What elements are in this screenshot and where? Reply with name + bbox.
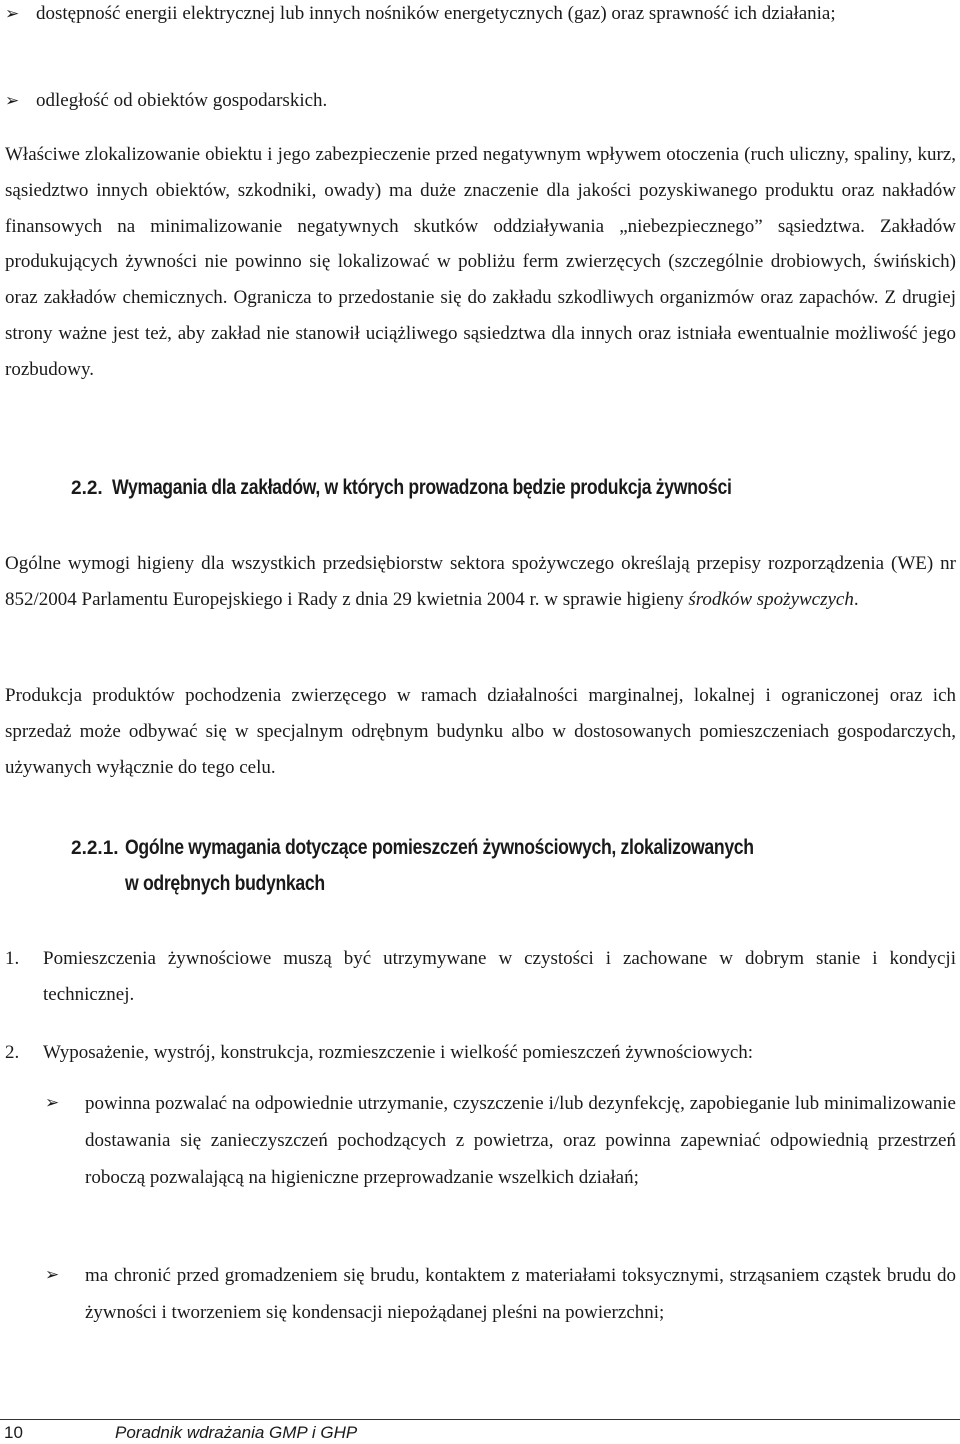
sub-list-item: powinna pozwalać na odpowiednie utrzymanie, czyszczenie i/lub dezynfekcję, zapobieganie lub minimalizowanie dostawania się zanieczyszczeń pochodzących z powietrza, oraz powinna zapewniać odpowiednią przestrzeń roboczą pozwalającą na higieniczne przeprowadzanie wszelkich działań; (85, 1093, 956, 1188)
section-number: 2.2.1. (71, 838, 119, 859)
footer-title: Poradnik wdrażania GMP i GHP (115, 1423, 358, 1442)
section-title: Wymagania dla zakładów, w których prowadzona będzie produkcja żywności (112, 476, 732, 499)
paragraph-text: Ogólne wymogi higieny dla wszystkich przedsiębiorstw sektora spożywczego określają przepisy rozporządzenia (WE) nr 852/2004 Parlamentu Europejskiego i Rady z dnia 29 kwietnia 2004 r. w sprawie higieny (5, 553, 956, 610)
list-number: 1. (5, 948, 20, 969)
paragraph: Produkcja produktów pochodzenia zwierzęcego w ramach działalności marginalnej, lokalnej i ograniczonej oraz ich sprzedaż może odbywać się w specjalnym odrębnym budynku albo w dostosowanych pomieszczeniach gospodarczych, używanych wyłącznie do tego celu. (5, 685, 956, 778)
list-number: 2. (5, 1042, 20, 1063)
bullet-arrow-icon: ➢ (5, 4, 20, 24)
footer-divider (0, 1419, 960, 1420)
bullet-arrow-icon: ➢ (5, 91, 20, 111)
paragraph-italic-text: środków spożywczych (688, 589, 854, 610)
section-title-line: Ogólne wymagania dotyczące pomieszczeń żywnościowych, zlokalizowanych (125, 836, 754, 859)
paragraph-end: . (853, 589, 859, 610)
numbered-list-item: Pomieszczenia żywnościowe muszą być utrzymywane w czystości i zachowane w dobrym stanie i kondycji technicznej. (43, 948, 956, 1005)
intro-list-item: odległość od obiektów gospodarskich. (36, 90, 328, 111)
paragraph (5, 546, 956, 618)
page-number: 10 (4, 1423, 23, 1442)
numbered-list-item: Wyposażenie, wystrój, konstrukcja, rozmieszczenie i wielkość pomieszczeń żywnościowych: (43, 1042, 754, 1063)
intro-list-item: dostępność energii elektrycznej lub innych nośników energetycznych (gaz) oraz sprawność ich działania; (36, 3, 836, 24)
bullet-arrow-icon: ➢ (45, 1093, 60, 1113)
bullet-arrow-icon: ➢ (45, 1265, 60, 1285)
section-number: 2.2. (71, 478, 103, 499)
sub-list-item: ma chronić przed gromadzeniem się brudu, kontaktem z materiałami toksycznymi, strząsaniem cząstek brudu do żywności i tworzeniem się kondensacji niepożądanej pleśni na powierzchni; (85, 1265, 956, 1323)
section-title-line: w odrębnych budynkach (125, 872, 325, 895)
paragraph: Właściwe zlokalizowanie obiektu i jego zabezpieczenie przed negatywnym wpływem otoczenia (ruch uliczny, spaliny, kurz, sąsiedztwo innych obiektów, szkodniki, owady) ma duże znaczenie dla jakości pozyskiwanego produktu oraz nakładów finansowych na minimalizowanie negatywnych skutków oddziaływania „niebezpiecznego” sąsiedztwa. Zakładów produkujących żywności nie powinno się lokalizować w pobliżu ferm zwierzęcych (szczególnie drobiowych, świńskich) oraz zakładów chemicznych. Ogranicza to przedostanie się do zakładu szkodliwych organizmów oraz zapachów. Z drugiej strony ważne jest też, aby zakład nie stanowił uciążliwego sąsiedztwa dla innych oraz istniała ewentualnie możliwość jego rozbudowy. (5, 144, 956, 380)
